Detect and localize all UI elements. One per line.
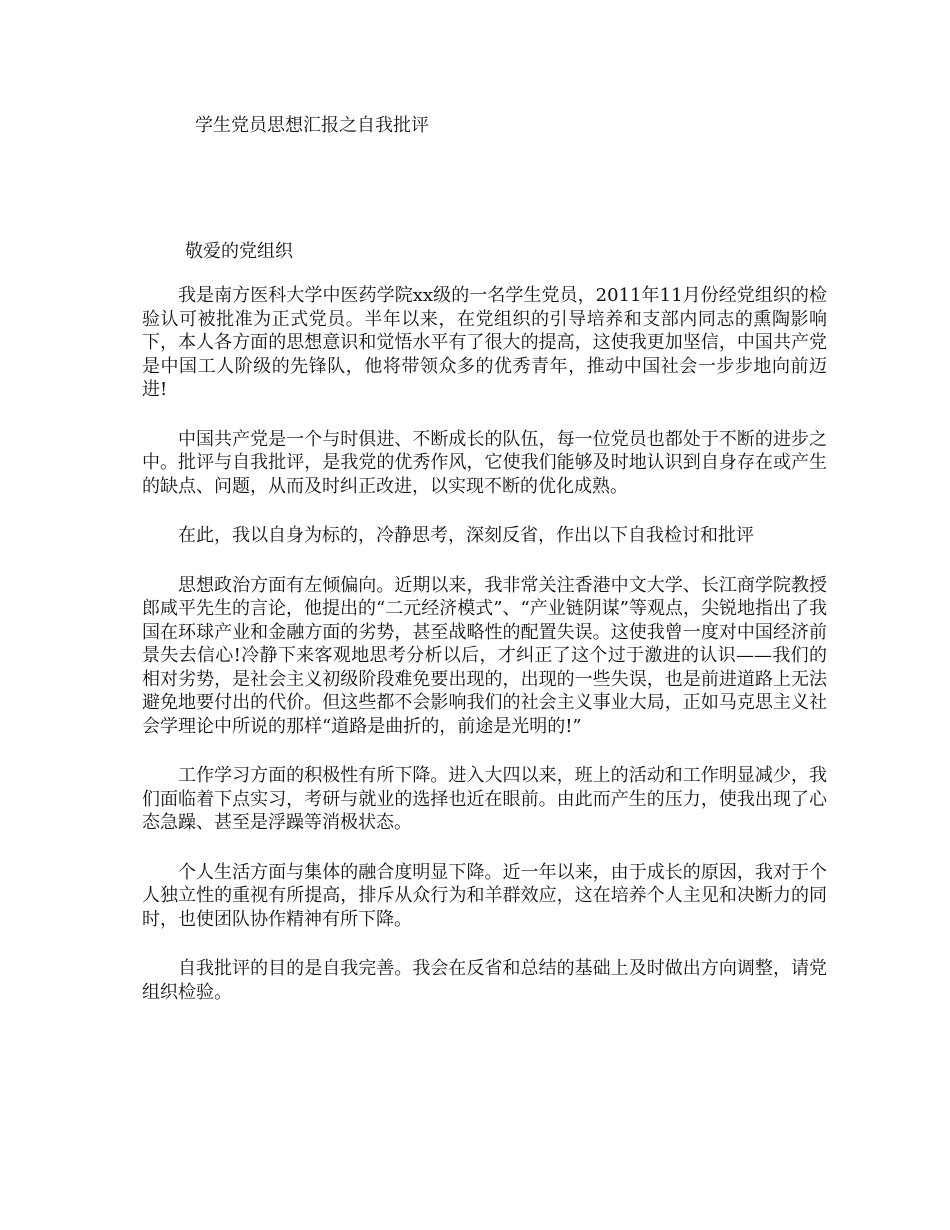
paragraph-self-review: 在此，我以自身为标的，冷静思考，深刻反省，作出以下自我检讨和批评 [178, 525, 754, 546]
paragraph-political-thought: 思想政治方面有左倾偏向。近期以来，我非常关注香港中文大学、长江商学院教授郎咸平先生的言论，他提出的“二元经济模式”、“产业链阴谋”等观点，尖锐地指出了我国在环球产业和金融方面的劣势，甚至战略性的配置失误。这使我曾一度对中国经济前景失去信心!冷静下来客观地思考分析以后，才纠正了这个过于激进的认识——我们的相对劣势，是社会主义初级阶段难免要出现的，出现的一些失误，也是前进道路上无法避免地要付出的代价。但这些都不会影响我们的社会主义事业大局，正如马克思主义社会学理论中所说的那样“道路是曲折的，前途是光明的!” [142, 574, 827, 737]
paragraph-personal-life: 个人生活方面与集体的融合度明显下降。近一年以来，由于成长的原因，我对于个人独立性的重视有所提高，排斥从众行为和羊群效应，这在培养个人主见和决断力的同时，也使团队协作精神有所下降。 [142, 861, 827, 930]
paragraph-intro: 我是南方医科大学中医药学院xx级的一名学生党员，2011年11月份经党组织的检验认可被批准为正式党员。半年以来，在党组织的引导培养和支部内同志的熏陶影响下，本人各方面的思想意识和觉悟水平有了很大的提高，这使我更加坚信，中国共产党是中国工人阶级的先锋队，他将带领众多的优秀青年，推动中国社会一步步地向前迈进! [142, 285, 827, 400]
document-body [142, 284, 827, 1030]
paragraph-work-study: 工作学习方面的积极性有所下降。进入大四以来，班上的活动和工作明显减少，我们面临着下点实习，考研与就业的选择也近在眼前。由此而产生的压力，使我出现了心态急躁、甚至是浮躁等消极状态。 [142, 765, 827, 833]
document-title: 学生党员思想汇报之自我批评 [195, 115, 429, 136]
salutation: 敬爱的党组织 [185, 241, 293, 262]
paragraph-criticism-principle: 中国共产党是一个与时俱进、不断成长的队伍，每一位党员也都处于不断的进步之中。批评与自我批评，是我党的优秀作风，它使我们能够及时地认识到自身存在或产生的缺点、问题，从而及时纠正改进，以实现不断的优化成熟。 [142, 428, 827, 497]
paragraph-conclusion: 自我批评的目的是自我完善。我会在反省和总结的基础上及时做出方向调整，请党组织检验。 [142, 958, 827, 1003]
